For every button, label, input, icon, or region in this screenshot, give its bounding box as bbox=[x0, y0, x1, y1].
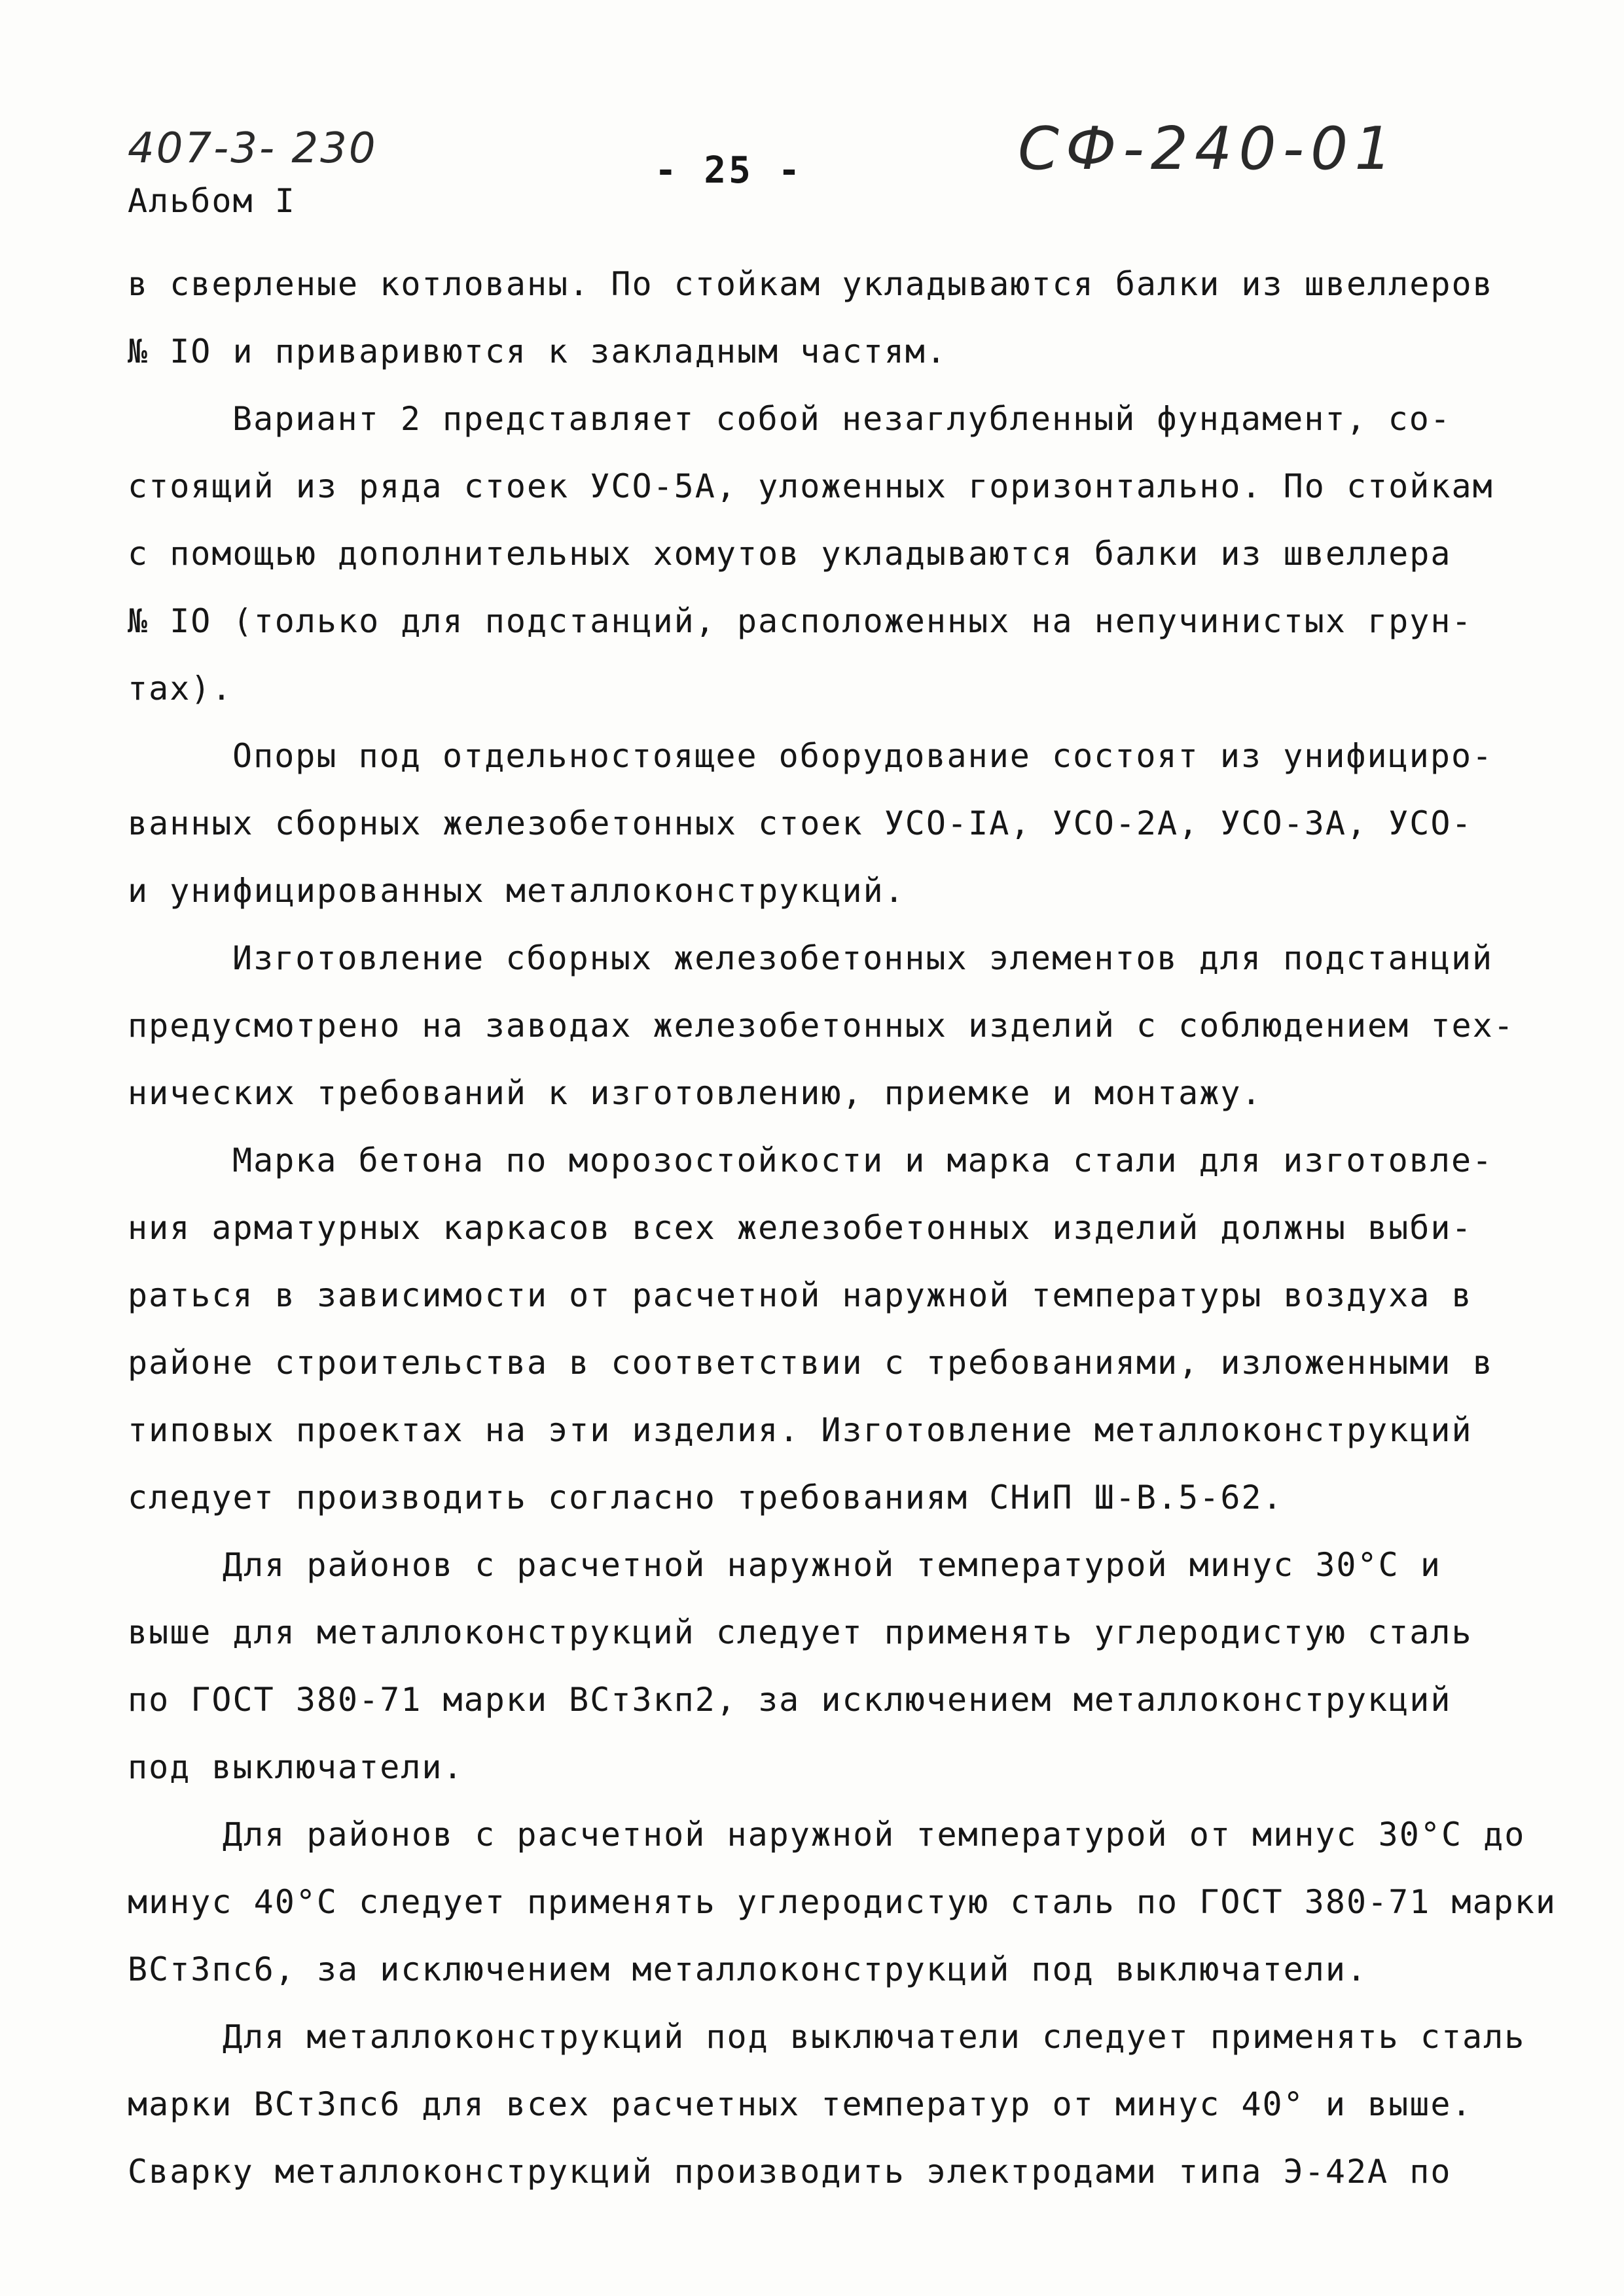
text-line: минус 40°С следует применять углеродистую сталь по ГОСТ 380-71 марки bbox=[128, 1883, 1557, 1921]
paragraph-start: Марка бетона по морозостойкости и марка стали для изготовле- bbox=[232, 1141, 1494, 1179]
text-line: следует производить согласно требованиям СНиП Ш-В.5-62. bbox=[128, 1479, 1284, 1516]
album-label: Альбом I bbox=[128, 182, 296, 220]
text-line: № IO и приваривются к закладным частям. bbox=[128, 332, 947, 370]
text-line: районе строительства в соответствии с требованиями, изложенными в bbox=[128, 1344, 1494, 1382]
text-line: нических требований к изготовлению, приемке и монтажу. bbox=[128, 1074, 1263, 1112]
paragraph-start: Вариант 2 представляет собой незаглубленный фундамент, со- bbox=[232, 400, 1451, 438]
text-line: марки ВСт3пс6 для всех расчетных температур от минус 40° и выше. bbox=[128, 2085, 1473, 2123]
text-line: ванных сборных железобетонных стоек УСО-IА, УСО-2А, УСО-3А, УСО- bbox=[128, 804, 1473, 842]
text-line: типовых проектах на эти изделия. Изготовление металлоконструкций bbox=[128, 1411, 1473, 1449]
text-line: и унифицированных металлоконструкций. bbox=[128, 872, 905, 910]
paragraph-start: Для металлоконструкций под выключатели следует применять сталь bbox=[223, 2018, 1526, 2056]
text-line: с помощью дополнительных хомутов укладываются балки из швеллера bbox=[128, 535, 1452, 573]
text-line: раться в зависимости от расчетной наружной температуры воздуха в bbox=[128, 1276, 1473, 1314]
page-number: - 25 - bbox=[655, 149, 803, 192]
document-body bbox=[128, 251, 1557, 2206]
paragraph-start: Для районов с расчетной наружной температурой минус 30°С и bbox=[223, 1546, 1441, 1584]
text-line: ния арматурных каркасов всех железобетонных изделий должны выби- bbox=[128, 1209, 1473, 1247]
text-line: стоящий из ряда стоек УСО-5А, уложенных горизонтально. По стойкам bbox=[128, 467, 1494, 505]
text-line: по ГОСТ 380-71 марки ВСт3кп2, за исключением металлоконструкций bbox=[128, 1681, 1452, 1719]
text-line: Сварку металлоконструкций производить электродами типа Э-42А по bbox=[128, 2153, 1452, 2191]
text-line: ВСт3пс6, за исключением металлоконструкций под выключатели. bbox=[128, 1950, 1368, 1988]
paragraph-start: Изготовление сборных железобетонных элементов для подстанций bbox=[232, 939, 1494, 977]
text-line: № IO (только для подстанций, расположенных на непучинистых грун- bbox=[128, 602, 1473, 640]
text-line: выше для металлоконструкций следует применять углеродистую сталь bbox=[128, 1613, 1473, 1651]
paragraph-start: Опоры под отдельностоящее оборудование состоят из унифициро- bbox=[232, 737, 1494, 775]
text-line: предусмотрено на заводах железобетонных изделий с соблюдением тех- bbox=[128, 1007, 1515, 1045]
document-code: 407-3- 230 bbox=[128, 124, 378, 173]
text-line: тах). bbox=[128, 670, 233, 708]
sheet-code: СФ-240-01 bbox=[1018, 115, 1399, 183]
text-line: в сверленые котлованы. По стойкам укладываются балки из швеллеров bbox=[128, 265, 1494, 303]
text-line: под выключатели. bbox=[128, 1748, 464, 1786]
paragraph-start: Для районов с расчетной наружной температурой от минус 30°С до bbox=[223, 1816, 1526, 1854]
